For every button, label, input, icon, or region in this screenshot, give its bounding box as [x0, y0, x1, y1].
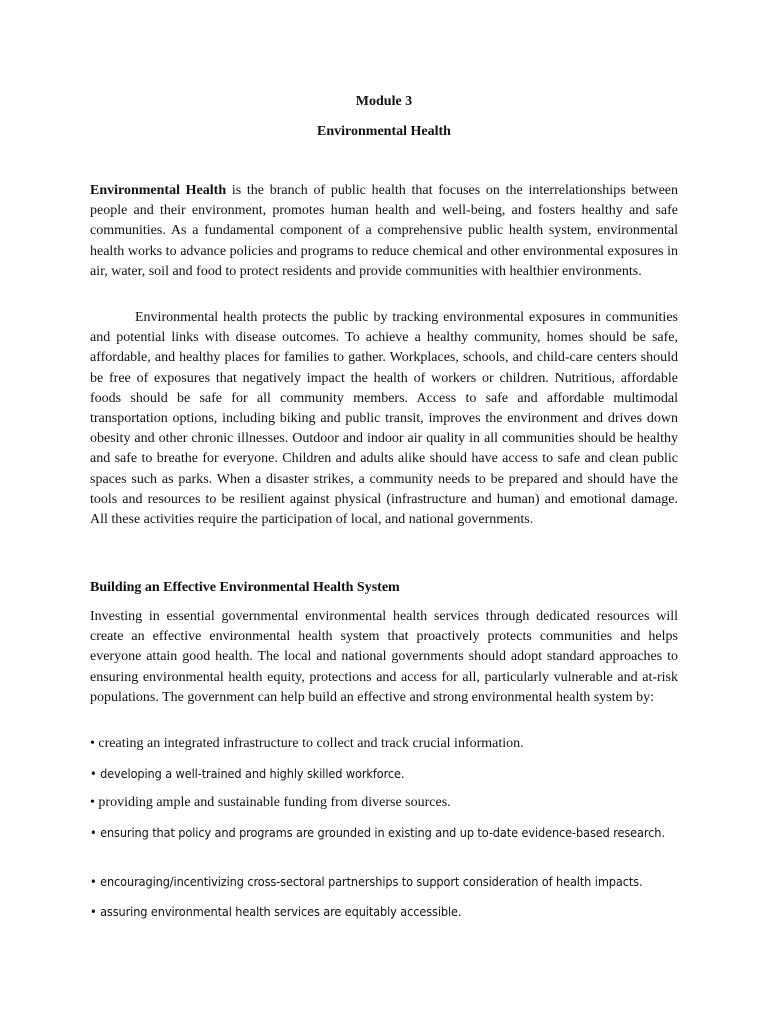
document-page: [90, 0, 678, 1024]
section-title: Building an Effective Environmental Health System: [90, 580, 400, 595]
intro-text: is the branch of public health that focuses on the interrelationships between people and their environment, promotes human health and well-being, and fosters healthy and safe communities. As a fundamental component of a comprehensive public health system, environmental health works to advance policies and programs to reduce chemical and other environmental exposures in air, water, soil and food to protect residents and provide communities with healthier environments.: [90, 183, 678, 279]
paragraph-2: Environmental health protects the public by tracking environmental exposures in communities and potential links with disease outcomes. To achieve a healthy community, homes should be safe, affordable, and healthy places for families to gather. Workplaces, schools, and child-care centers should be free of exposures that negatively impact the health of workers or children. Nutritious, affordable foods should be safe for all community members. Access to safe and affordable multimodal transportation options, including biking and public transit, improves the environment and drives down obesity and other chronic illnesses. Outdoor and indoor air quality in all communities should be healthy and safe to breathe for everyone. Children and adults alike should have access to safe and clean public spaces such as parks. When a disaster strikes, a community needs to be prepared and should have the tools and resources to be resilient against physical (infrastructure and human) and emotional damage. All these activities require the participation of local, and national governments.: [90, 310, 678, 528]
bullet-item: • ensuring that policy and programs are grounded in existing and up to-date evidence-based research.: [90, 825, 665, 840]
bullet-item: • encouraging/incentivizing cross-sectoral partnerships to support consideration of health impacts.: [90, 874, 643, 889]
module-title: Environmental Health: [317, 124, 451, 139]
module-label: Module 3: [355, 94, 413, 109]
bullet-item: • providing ample and sustainable funding from diverse sources.: [90, 795, 451, 810]
section-paragraph: Investing in essential governmental environmental health services through dedicated resources will create an effective environmental health system that proactively protects communities and helps everyone attain good health. The local and national governments should adopt standard approaches to ensuring environmental health equity, protections and access for all, particularly vulnerable and at-risk populations. The government can help build an effective and strong environmental health system by:: [90, 609, 678, 705]
intro-term: Environmental Health: [90, 183, 227, 198]
bullet-item: • developing a well-trained and highly skilled workforce.: [90, 766, 405, 781]
bullet-item: • assuring environmental health services are equitably accessible.: [90, 904, 462, 919]
intro-paragraph: [90, 181, 678, 282]
bullet-item: • creating an integrated infrastructure to collect and track crucial information.: [90, 736, 524, 751]
